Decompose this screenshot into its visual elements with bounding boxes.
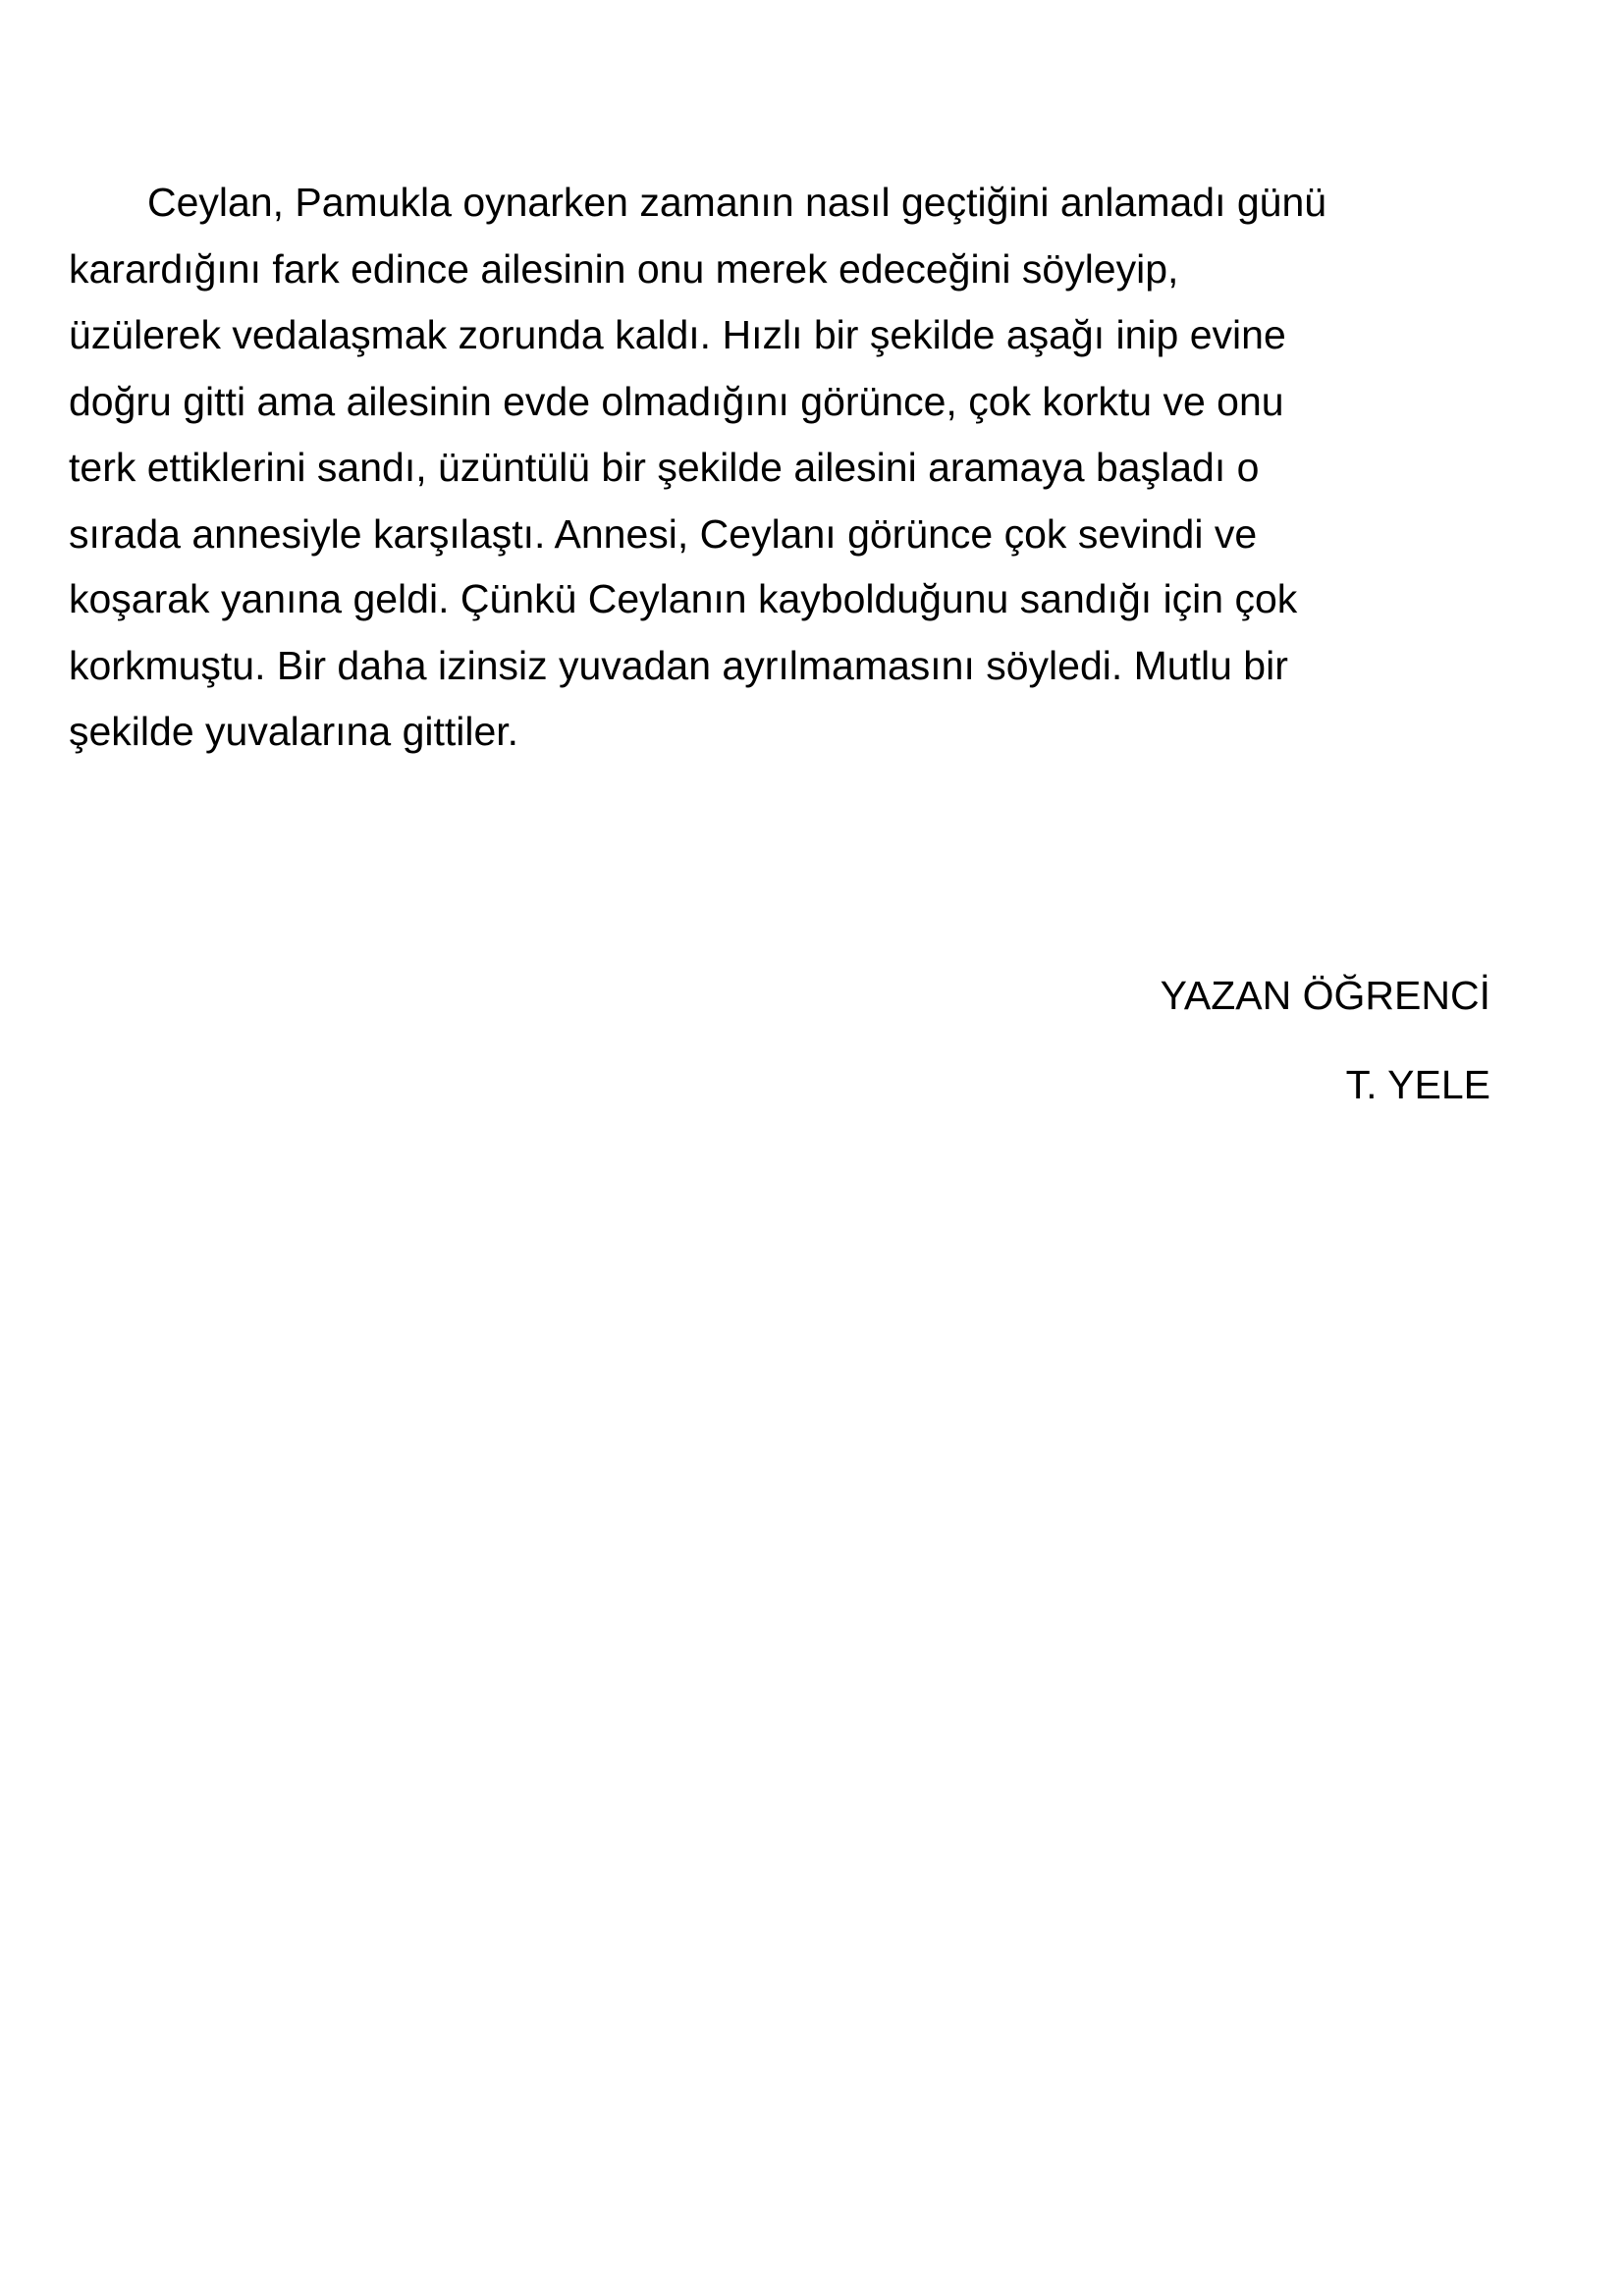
story-line: üzülerek vedalaşmak zorunda kaldı. Hızlı bir şekilde aşağı inip evine <box>69 312 1286 357</box>
signature-label: YAZAN ÖĞRENCİ <box>1160 973 1490 1018</box>
story-line: koşarak yanına geldi. Çünkü Ceylanın kaybolduğunu sandığı için çok <box>69 576 1298 621</box>
story-line: karardığını fark edince ailesinin onu merek edeceğini söyleyip, <box>69 246 1179 292</box>
story-line: doğru gitti ama ailesinin evde olmadığını görünce, çok korktu ve onu <box>69 379 1284 424</box>
story-line: sırada annesiyle karşılaştı. Annesi, Ceylanı görünce çok sevindi ve <box>69 511 1258 557</box>
story-line: şekilde yuvalarına gittiler. <box>69 709 519 754</box>
story-line: terk ettiklerini sandı, üzüntülü bir şekilde ailesini aramaya başladı o <box>69 445 1260 490</box>
story-line: Ceylan, Pamukla oynarken zamanın nasıl geçtiğini anlamadı günü <box>147 180 1327 225</box>
signature-name: T. YELE <box>1345 1062 1490 1107</box>
story-line: korkmuştu. Bir daha izinsiz yuvadan ayrılmamasını söyledi. Mutlu bir <box>69 643 1288 688</box>
